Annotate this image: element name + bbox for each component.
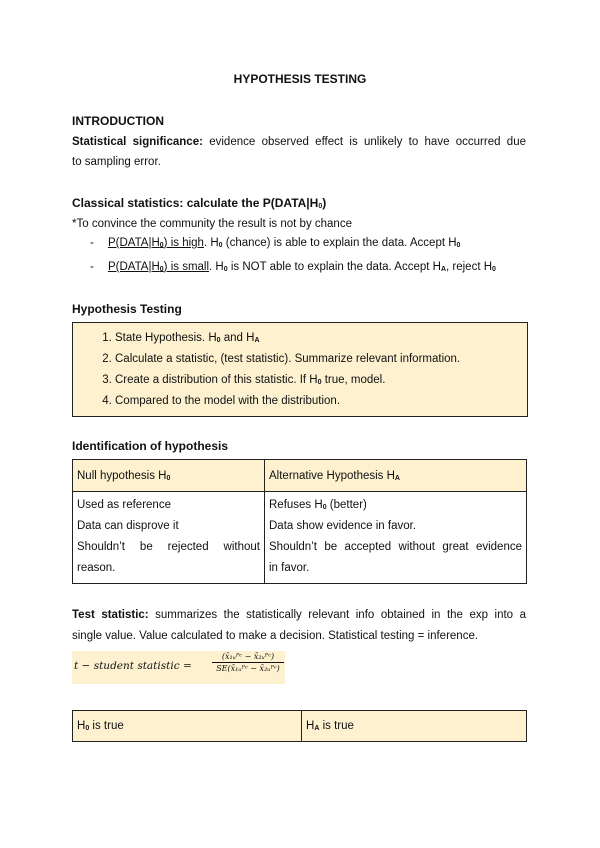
bullet-marker: - [90, 237, 94, 249]
formula-lhs: t − student statistic = [74, 660, 192, 672]
step-item: 3. Create a distribution of this statistic. If $H_0$ true, model. [115, 370, 527, 391]
identification-heading: Identification of hypothesis [72, 439, 229, 453]
bullet-high: $P(DATA|H_0)$ is high. $H_0$ (chance) is able to explain the data. Accept $H_0$ [108, 237, 461, 249]
page-title: HYPOTHESIS TESTING [233, 72, 367, 86]
null-header: Null hypothesis $H_0$ [73, 460, 265, 492]
step-item: 4. Compared to the model with the distribution. [115, 391, 527, 412]
classical-heading: Classical statistics: calculate the $P(DATA|H_0)$ [72, 196, 327, 210]
test-statistic-line-1: Test statistic: summarizes the statistically relevant info obtained in the exp into a [72, 609, 526, 621]
null-description: Used as reference Data can disprove it Shouldn’t be rejected without reason. [73, 492, 265, 584]
significance-label: Statistical significance: [72, 136, 203, 148]
formula-fraction [212, 652, 284, 673]
formula-denominator: SE(x̄₁ᵤᴾᶜ − x̄₂ᵤᴾᶜ) [216, 664, 280, 673]
step-item: 1. State Hypothesis. $H_0$ and $H_A$ [115, 328, 527, 349]
introduction-heading: INTRODUCTION [72, 114, 164, 128]
p-data-small: $P(DATA|H_0)$ is small [108, 261, 210, 273]
step-item: 2. Calculate a statistic, (test statistic). Summarize relevant information. [115, 349, 527, 370]
bullet-small: $P(DATA|H_0)$ is small. $H_0$ is NOT able to explain the data. Accept $H_A$, reject $H_0$ [108, 261, 496, 273]
steps-box [72, 322, 528, 417]
hypothesis-testing-heading: Hypothesis Testing [72, 302, 182, 316]
significance-line-2: to sampling error. [72, 156, 161, 168]
bullet-marker: - [90, 261, 94, 273]
alt-description: Refuses $H_0$ (better) Data show evidence in favor. Shouldn’t be accepted without great evidence in favor. [265, 492, 527, 584]
test-statistic-label: Test statistic: [72, 609, 149, 621]
significance-line-1 [72, 132, 526, 152]
truth-table [72, 710, 527, 742]
formula-numerator: (x̄₁ᵤᴾᶜ − x̄₂ᵤᴾᶜ) [221, 652, 275, 661]
test-statistic-line-2: single value. Value calculated to make a decision. Statistical testing = inference. [72, 630, 479, 642]
alt-header: Alternative Hypothesis $H_A$ [265, 460, 527, 492]
hypothesis-table [72, 459, 527, 584]
h0-true-cell: $H_0$ is true [73, 711, 302, 742]
p-data-high: $P(DATA|H_0)$ is high [108, 237, 204, 249]
classical-note: *To convince the community the result is not by chance [72, 218, 352, 230]
steps-list [73, 323, 527, 417]
t-statistic-formula [72, 651, 285, 684]
significance-text: evidence observed effect is unlikely to have occurred due [202, 136, 526, 148]
ha-true-cell: $H_A$ is true [302, 711, 527, 742]
